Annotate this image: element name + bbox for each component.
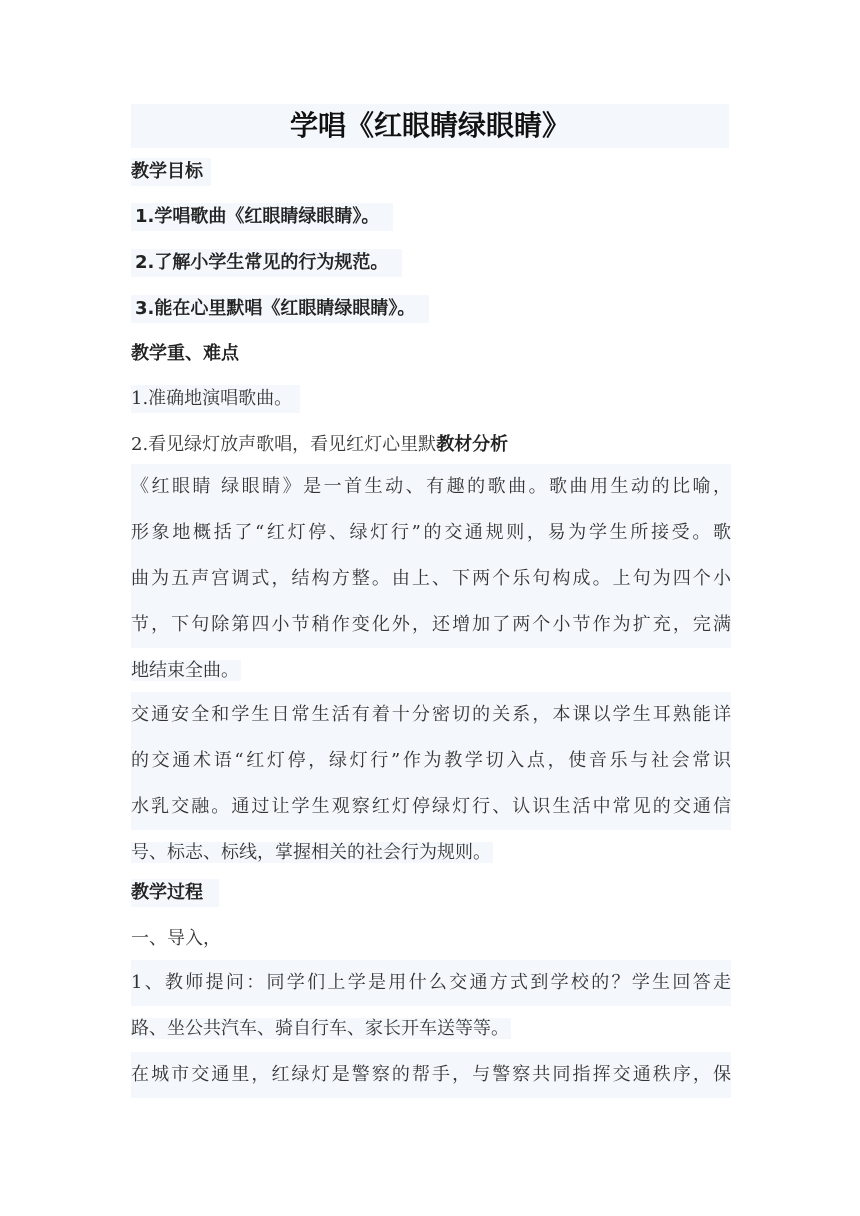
- city-paragraph: [131, 1052, 731, 1098]
- goal-item-1: 1.学唱歌曲《红眼睛绿眼睛》。: [131, 203, 393, 231]
- key-point-1: 1.准确地演唱歌曲。: [131, 385, 300, 413]
- key-points-heading: 教学重、难点: [131, 343, 239, 364]
- goals-heading: 教学目标: [131, 158, 211, 186]
- question-line-last-text: 路、坐公共汽车、骑自行车、家长开车送等等。: [131, 1018, 509, 1039]
- safety-line: 交通安全和学生日常生活有着十分密切的关系，本课以学生耳熟能详: [131, 692, 731, 738]
- safety-line-last-text: 号、标志、标线，掌握相关的社会行为规则。: [131, 842, 491, 863]
- safety-line: 的交通术语“红灯停，绿灯行”作为教学切入点，使音乐与社会常识: [131, 738, 731, 784]
- analysis-line: 形象地概括了“红灯停、绿灯行”的交通规则，易为学生所接受。歌: [131, 510, 731, 556]
- analysis-paragraph: [131, 464, 731, 694]
- analysis-line-last: [131, 648, 731, 694]
- key-point-2: [131, 431, 508, 459]
- analysis-line: 《红眼睛 绿眼睛》是一首生动、有趣的歌曲。歌曲用生动的比喻，: [131, 464, 731, 510]
- intro-heading: 一、导入，: [131, 928, 221, 949]
- material-analysis-heading: 教材分析: [436, 434, 509, 455]
- safety-paragraph: [131, 692, 731, 876]
- city-line: 在城市交通里，红绿灯是警察的帮手，与警察共同指挥交通秩序，保: [131, 1052, 731, 1098]
- key-point-2-text: 2.看见绿灯放声歌唱，看见红灯心里默: [131, 434, 437, 455]
- question-line: 1、教师提问：同学们上学是用什么交通方式到学校的？学生回答走: [131, 960, 731, 1006]
- safety-line: 水乳交融。通过让学生观察红灯停绿灯行、认识生活中常见的交通信: [131, 784, 731, 830]
- document-title: 学唱《红眼睛绿眼睛》: [131, 104, 729, 148]
- analysis-line: 节，下句除第四小节稍作变化外，还增加了两个小节作为扩充，完满: [131, 602, 731, 648]
- analysis-line: 曲为五声宫调式，结构方整。由上、下两个乐句构成。上句为四个小: [131, 556, 731, 602]
- question-paragraph: [131, 960, 731, 1052]
- goal-item-3: 3.能在心里默唱《红眼睛绿眼睛》。: [131, 295, 429, 323]
- analysis-line-last-text: 地结束全曲。: [131, 660, 239, 681]
- question-line-last: [131, 1006, 731, 1052]
- process-heading: 教学过程: [131, 879, 219, 907]
- safety-line-last: [131, 830, 731, 876]
- goal-item-2: 2.了解小学生常见的行为规范。: [131, 249, 402, 277]
